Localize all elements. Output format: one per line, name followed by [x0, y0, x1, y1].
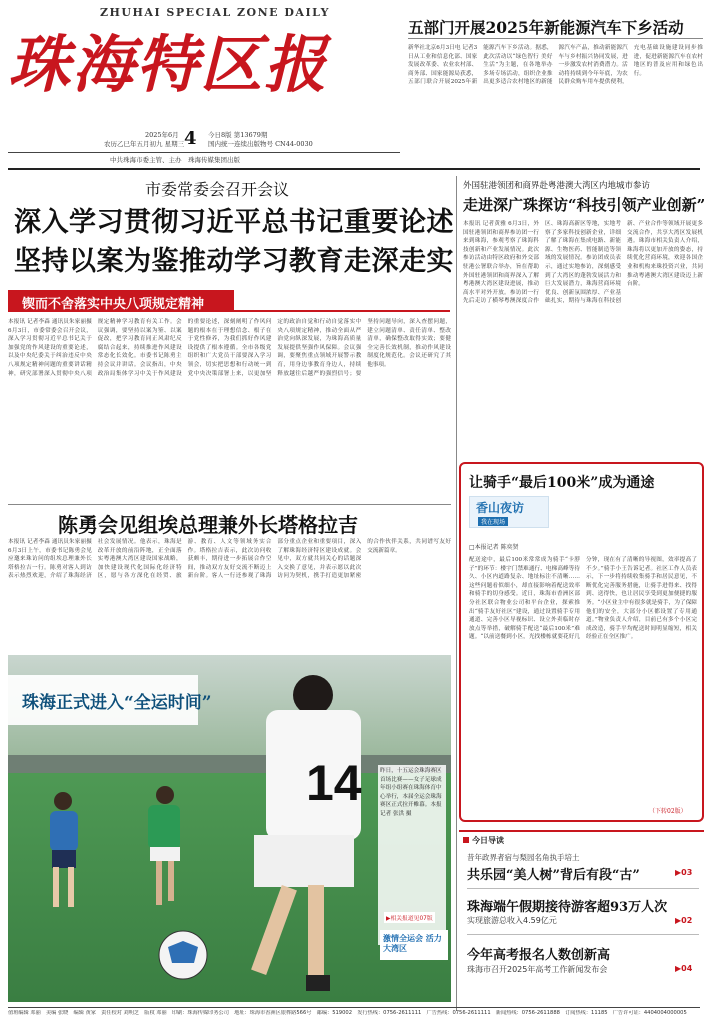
masthead-logo: 珠海特区报	[8, 28, 329, 101]
publication-code: 国内统一连续出版物号 CN44-0030	[208, 140, 313, 148]
issue-date: 2025年6月	[145, 131, 179, 139]
index-item-3-page[interactable]: ▶04	[675, 964, 693, 973]
lead-subbar-text: 锲而不舍落实中央八项规定精神	[22, 297, 205, 312]
today-index-label	[463, 835, 504, 846]
boxed-body: 配送途中，最后100米常常成为骑手“卡脖子”的环节：楼宇门禁难通行、电梯高峰等待久、小区内道路复杂、地址标注不清晰……这些问题看似细小，却直接影响着配送效率和骑手的切身感受。近日，珠海市香洲区部分社区联合物业公司和平台企业，探索推出“骑手友好社区”建设，通过设置骑手专用通道、完善小区导视标识、设立外卖临时存放点等举措，破解骑手配送“最后100米”难题。“以前送餐到小区，光找楼栋就要花好几分钟，现在有了清晰的导视图，效率提高了不少。”骑手小王告诉记者。社区工作人员表示，下一步将持续收集骑手和居民意见，不断优化完善服务措施，让骑手进得来、找得到、送得快，也让居民享受到更加便捷的服务。“小区业主中有很多就是骑手，为了保障他们的安全，大部分小区都设置了专用通道。”物业负责人介绍，目前已有多个小区完成改造，骑手平均配送时间明显缩短，相关经验正在全区推广。	[469, 557, 697, 641]
photo-related-link[interactable]: ▶相关报道见07版	[384, 912, 435, 923]
issue-day: 4	[184, 128, 197, 149]
boxed-story	[459, 462, 704, 822]
lunar-date: 农历乙巳年五月初九 星期三	[104, 140, 185, 148]
lead-kicker: 市委常委会召开会议	[145, 180, 290, 199]
today-index-title: 今日导读	[472, 836, 504, 845]
index-item-3-sub: 珠海市召开2025年高考工作新闻发布会	[467, 965, 608, 974]
masthead-english: ZHUHAI SPECIAL ZONE DAILY	[100, 6, 330, 19]
column-logo-title: 香山夜访	[476, 501, 525, 515]
right-top-headline: 走进深广珠探访“科技引领产业创新”	[463, 196, 706, 214]
boxed-byline: □本报记者 陈奕贤	[469, 544, 519, 551]
right-top-body: 本报讯 记者黄雅 6月3日，外国驻港领团和商界参访团一行来到珠海，参观考察了珠海科技创新和产业发展情况。此次参访活动由特区政府和外交部驻港公署联合举办，旨在帮助外国驻港领团和商界深入了解粤港澳大湾区建设进展，推动高水平对外开放。参访团一行先后走访了横琴粤澳深度合作区、珠海高新区等地，实地考察了多家科技创新企业，详细了解了珠海在集成电路、新能源、生物医药、智能制造等领域的发展情况。参访团成员表示，通过实地参访，深刻感受到了大湾区的蓬勃发展活力和巨大发展潜力，珠海营商环境优良、创新氛围浓厚、产业基础扎实，期待与珠海在科技创新、产业合作等领域开展更多交流合作，共享大湾区发展机遇。珠海市相关负责人介绍，珠海将以更加开放的姿态，持续优化营商环境，欢迎各国企业和机构来珠投资兴业，共同推动粤港澳大湾区建设迈上新台阶。	[463, 221, 703, 305]
index-item-1-headline[interactable]: 共乐园“美人树”背后有段“古”	[467, 868, 640, 883]
column-logo	[469, 496, 549, 528]
lead-headline-1: 深入学习贯彻习近平总书记重要论述	[14, 207, 454, 238]
jersey-number: 14	[306, 755, 362, 811]
index-item-2-headline[interactable]: 珠海端午假期接待游客超93万人次	[467, 900, 668, 915]
boxed-continue: （下转02版）	[649, 808, 687, 815]
index-item-1-kicker: 昔年政界者宿与梨园名角执手培土	[467, 853, 580, 862]
index-square-icon	[463, 837, 469, 843]
photo-headline: 珠海正式进入“全运时间”	[22, 693, 212, 713]
index-item-2-sub: 实现旅游总收入4.59亿元	[467, 916, 557, 925]
lead-subbar	[8, 290, 450, 312]
issue-number: 今日8版 第13679期	[208, 131, 268, 139]
top-right-headline: 五部门开展2025年新能源汽车下乡活动	[408, 18, 684, 37]
sponsor-line: 中共珠海市委主管、主办 珠海传媒集团出版	[110, 156, 240, 164]
index-item-3-headline[interactable]: 今年高考报名人数创新高	[467, 948, 611, 963]
photo-caption: 昨日，十五运会珠海赛区首场比赛——女子足球成年组小组赛在珠海体育中心举行，本届全运会珠海赛区正式拉开帷幕。本报记者 张洪 摄	[378, 765, 446, 945]
story2-body: 本报讯 记者李森 通讯员朱家丽摄 6月3日上午，市委书记陈勇会见应邀来珠访问的组埃总理兼外长塔格拉吉一行。陈勇对客人到访表示热烈欢迎，介绍了珠海经济社会发展情况。他表示，珠海是改革开放的前沿阵地，正全面落实粤港澳大湾区建设国家战略，加快建设现代化国际化经济特区，愿与各方深化在经贸、旅游、教育、人文等领域务实合作。塔格拉吉表示，此次访问收获颇丰，期待进一步拓展合作空间，推动双方友好交流不断迈上新台阶。客人一行还参观了珠海部分重点企业和重要项目，深入了解珠海经济特区建设成就。会见中，双方就共同关心的话题深入交换了意见，并表示愿以此次访问为契机，携手打造更加紧密的合作伙伴关系，共同谱写友好交流新篇章。	[8, 539, 451, 580]
lead-headline-2: 坚持以案为鉴推动学习教育走深走实	[14, 246, 454, 277]
index-item-1-page[interactable]: ▶03	[675, 868, 693, 877]
index-item-2-page[interactable]: ▶02	[675, 916, 693, 925]
column-logo-sub: 我在现场	[478, 517, 508, 526]
story2-headline: 陈勇会见组埃总理兼外长塔格拉吉	[58, 513, 358, 537]
photo-badge: 激情全运会 活力大湾区	[380, 930, 448, 960]
top-right-body: 新华社北京6月3日电 记者3日从工业和信息化部、国家发展改革委、农业农村部、商务部、国家能源局获悉，五部门联合开展2025年新能源汽车下乡活动。据悉，此次活动以“绿色智行 美好生活”为主题，在各地举办多场专场活动，组织企业推出更多适合农村地区的新能源汽车产品，推动新能源汽车与乡村振兴协同发展，进一步激发农村消费潜力。活动将持续到今年年底，为农民群众购车用车提供便利，充电基础设施建设同步推进，促进新能源汽车在农村地区的普及应用和绿色出行。	[408, 45, 703, 86]
sports-photo	[8, 655, 451, 1002]
today-index	[459, 830, 704, 1010]
boxed-headline: 让骑手“最后100米”成为通途	[469, 475, 655, 491]
footer-imprint: 值班编辑 邓丽 美编 张晓 编辑 黄家 责任校对 刘明芝 版权 邓丽 印刷：珠海传媒印务公司 地址：珠海市香洲区银桦路566号 邮编：519002 发行热线：0756-2611111 广告热线：0756-2611111 新闻热线：0756-2611888 订阅热线：11185 广告许可证：4404004000005	[8, 1010, 687, 1016]
lead-body: 本报讯 记者李森 通讯员朱家丽摄 6月3日，市委常委会召开会议，深入学习贯彻习近平总书记关于加强党的作风建设的重要论述，以及中央纪委关于纠治违反中央八项规定精神问题的重要讲话精神，研究部署深入贯彻中央八项规定精神学习教育有关工作。会议强调，要坚持以案为鉴、以案促改，把学习教育同正风肃纪反腐结合起来，持续推进作风建设常态化长效化。市委书记陈勇主持会议并讲话。会议指出，中央政治局集体学习中关于作风建设的重要论述，深刻阐明了作风问题的根本在于理想信念、根子在于党性修养，为我们抓好作风建设提供了根本遵循。全市各级党组织和广大党员干部要深入学习领会，切实把思想和行动统一到党中央决策部署上来，以更加坚定的政治自觉和行动自觉落实中央八项规定精神，推动全面从严治党向纵深发展，为珠海高质量发展提供坚强作风保障。会议强调，要聚焦重点领域开展警示教育，用身边事教育身边人，持续释放越往后越严的强烈信号；要坚持问题导向，深入查摆问题，建立问题清单、责任清单、整改清单，确保整改取得实效；要健全完善长效机制，推动作风建设制度化规范化。会议还研究了其他事项。	[8, 319, 451, 377]
right-top-kicker: 外国驻港领团和商界赴粤港澳大湾区内地城市参访	[463, 181, 651, 191]
